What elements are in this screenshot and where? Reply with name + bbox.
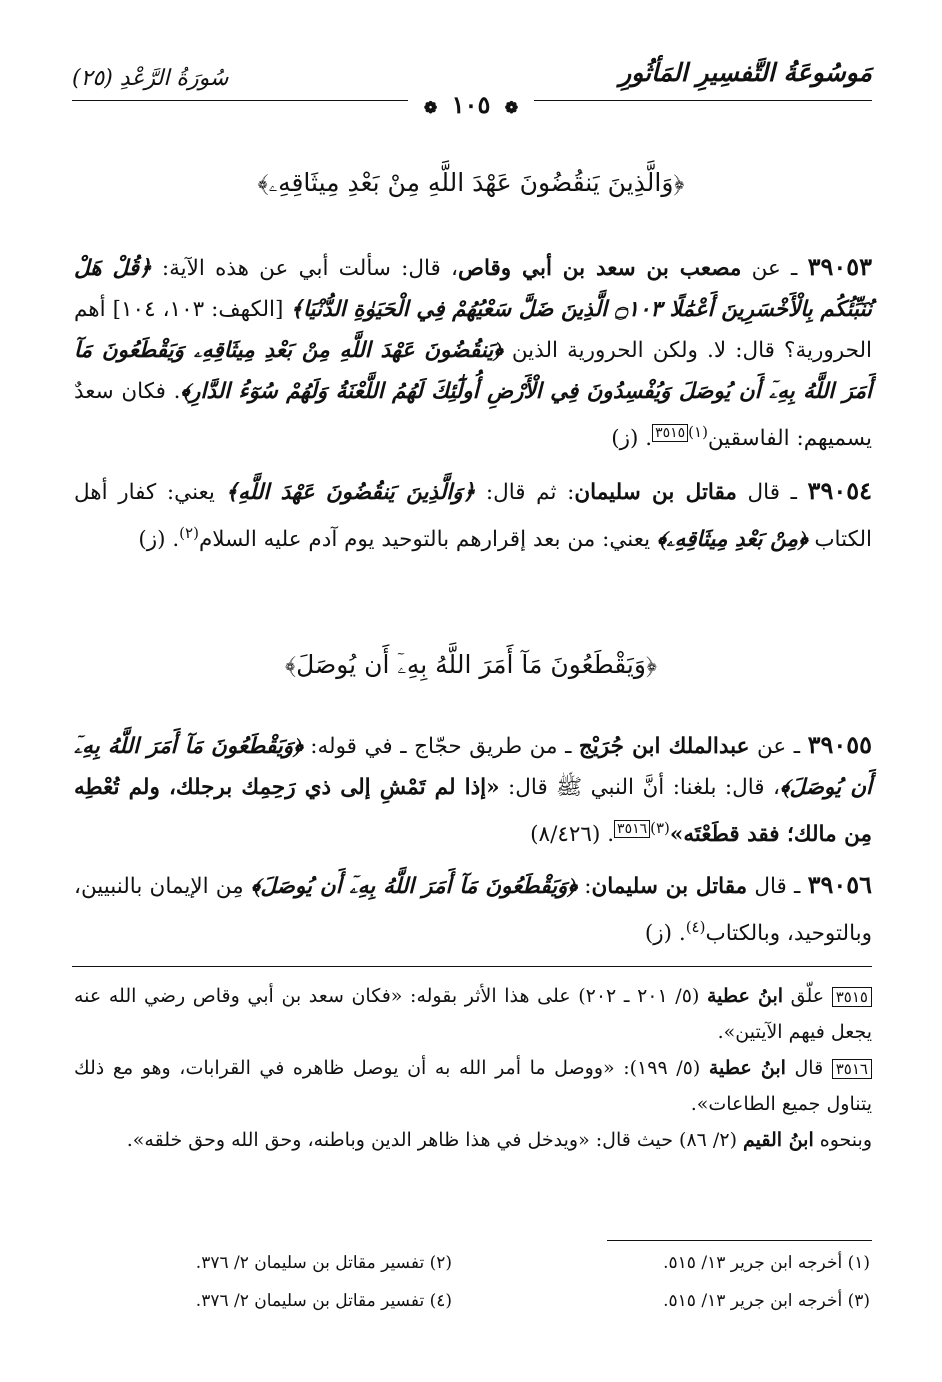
footnote-marker: (٣)	[650, 819, 670, 837]
narration-39055	[74, 724, 872, 855]
scholar-name: ابنُ عطية	[706, 985, 784, 1007]
text: وبنحوه	[813, 1129, 872, 1151]
quran-quote: ﴿يَنقُضُونَ عَهْدَ اللَّهِ مِنْ بَعْدِ مِيثَاقِهِۦ وَيَقْطَعُونَ مَآ أَمَرَ اللَّهُ بِهِۦٓ أَن يُوصَلَ وَيُفْسِدُونَ فِي الْأَرْضِ أُولَٰٓئِكَ لَهُمُ اللَّعْنَةُ وَلَهُمْ سُوٓءُ الدَّارِ﴾	[74, 338, 872, 404]
text: ـ من طريق حجّاج ـ في قوله:	[302, 734, 579, 759]
text: : ثم قال:	[475, 480, 575, 505]
text: (٥/ ١٩٩): «ووصل ما أمر الله به أن يوصل ظاهره في القرابات، وهو مع ذلك يتناول جميع الطاعات».	[74, 1057, 872, 1115]
note-reference-box: ٣٥١٦	[614, 820, 650, 838]
page-number-box	[408, 90, 534, 119]
footnote-marker: (١)	[688, 423, 708, 441]
text: . (ز)	[611, 426, 653, 452]
editor-notes	[74, 978, 872, 1158]
narrator-name: مقاتل بن سليمان	[574, 480, 737, 505]
narrator-name: مقاتل بن سليمان	[591, 874, 748, 899]
text: (٢/ ٨٦) حيث قال: «ويدخل في هذا ظاهر الدين وباطنه، وحق الله وحق خلقه».	[126, 1129, 744, 1151]
quran-quote: ﴿قُلْ هَلْ نُنَبِّئُكُم بِالْأَخْسَرِينَ أَعْمَٰلًا ۝١٠٣ الَّذِينَ ضَلَّ سَعْيُهُمْ فِي الْحَيَوٰةِ الدُّنْيَا﴾	[74, 256, 873, 322]
text: . (ز)	[138, 527, 180, 553]
text: . فكان سعدٌ يسميهم: الفاسقين	[74, 379, 872, 452]
hadith-text: «إذا لم تَمْشِ إلى ذي رَحِمِك برجلك، ولم تُعْطِه مِن مالك؛ فقد قطَعْتَه»	[74, 775, 872, 848]
text: . (ز)	[644, 921, 686, 947]
narration-39054	[74, 470, 872, 560]
footnote-marker: (٢)	[179, 524, 199, 542]
text: ، قال: سألت أبي عن هذه الآية:	[151, 256, 458, 281]
narration-number: ٣٩٠٥٤	[807, 476, 872, 505]
quran-quote: ﴿وَالَّذِينَ يَنقُضُونَ عَهْدَ اللَّهِ﴾	[225, 480, 476, 505]
narration-39056	[74, 864, 872, 954]
scholar-name: ابنُ القيم	[743, 1129, 814, 1151]
text: ـ قال	[747, 874, 808, 899]
text: أهم الحرورية؟ قال: لا. ولكن الحرورية الذين	[74, 297, 872, 363]
narrator-name: عبدالملك ابن جُرَيْج	[578, 734, 750, 759]
text: ـ عن	[741, 256, 808, 281]
scholar-name: ابنُ عطية	[708, 1057, 786, 1079]
text: قال	[785, 1057, 832, 1079]
footnote-3: (٣) أخرجه ابن جرير ١٣/ ٥١٥.	[663, 1291, 870, 1311]
footnote-2: (٢) تفسير مقاتل بن سليمان ٢/ ٣٧٦.	[195, 1253, 452, 1273]
text: مِن الإيمان بالنبيين، وبالتوحيد، وبالكتاب	[74, 874, 872, 947]
footnote-4: (٤) تفسير مقاتل بن سليمان ٢/ ٣٧٦.	[195, 1291, 452, 1311]
surah-title: سُورَةُ الرَّعْدِ (٢٥)	[72, 66, 229, 91]
quran-quote: ﴿وَيَقْطَعُونَ مَآ أَمَرَ اللَّهُ بِهِۦٓ أَن يُوصَلَ﴾	[250, 874, 577, 899]
verse-heading-1: ﴿وَالَّذِينَ يَنقُضُونَ عَهْدَ اللَّهِ مِنْ بَعْدِ مِيثَاقِهِۦ﴾	[257, 168, 685, 197]
editor-note-addendum	[74, 1122, 872, 1158]
ornament-icon: ❁	[423, 98, 438, 117]
page-number: ١٠٥	[451, 90, 491, 119]
text: يعني: من بعد إقرارهم بالتوحيد يوم آدم عليه السلام	[198, 527, 657, 553]
footnote-1: (١) أخرجه ابن جرير ١٣/ ٥١٥.	[663, 1253, 870, 1273]
quran-quote: ﴿وَيَقْطَعُونَ مَآ أَمَرَ اللَّهُ بِهِۦٓ أَن يُوصَلَ﴾	[74, 734, 873, 800]
text: (٥/ ٢٠١ ـ ٢٠٢) على هذا الأثر بقوله: «فكان سعد بن أبي وقاص رضي الله عنه يجعل فيهم الآيتين».	[74, 985, 872, 1043]
narration-number: ٣٩٠٥٥	[807, 730, 873, 759]
note-number-box: ٣٥١٥	[832, 987, 872, 1007]
narrator-name: مصعب بن سعد بن أبي وقاص	[457, 256, 742, 281]
text: ـ عن	[749, 734, 808, 759]
text: ، قال: بلغنا: أنَّ النبي ﷺ قال:	[499, 775, 780, 800]
verse-heading-2: ﴿وَيَقْطَعُونَ مَآ أَمَرَ اللَّهُ بِهِۦٓ أَن يُوصَلَ﴾	[285, 650, 657, 679]
editor-note-3515	[74, 978, 872, 1050]
ornament-icon: ❁	[504, 98, 519, 117]
narration-number: ٣٩٠٥٦	[807, 870, 873, 899]
text: يعني: كفار أهل الكتاب	[74, 480, 872, 553]
narration-39053	[74, 246, 872, 459]
text: . (٨/٤٢٦)	[530, 822, 615, 848]
quran-quote: ﴿مِنْ بَعْدِ مِيثَاقِهِۦ﴾	[656, 527, 808, 553]
page-number-row	[0, 90, 942, 119]
book-title: مَوسُوعَةُ التَّفسِيرِ المَأثُورِ	[619, 58, 872, 87]
footnote-marker: (٤)	[685, 918, 706, 936]
footnotes-divider	[607, 1240, 872, 1241]
note-number-box: ٣٥١٦	[832, 1059, 872, 1079]
notes-divider	[72, 966, 872, 967]
verse-reference: [الكهف: ١٠٣، ١٠٤]	[105, 297, 291, 322]
text: علّق	[783, 985, 832, 1007]
narration-number: ٣٩٠٥٣	[807, 252, 873, 281]
note-reference-box: ٣٥١٥	[652, 424, 688, 442]
editor-note-3516	[74, 1050, 872, 1122]
text: ـ قال	[736, 480, 808, 505]
text: :	[576, 874, 592, 899]
